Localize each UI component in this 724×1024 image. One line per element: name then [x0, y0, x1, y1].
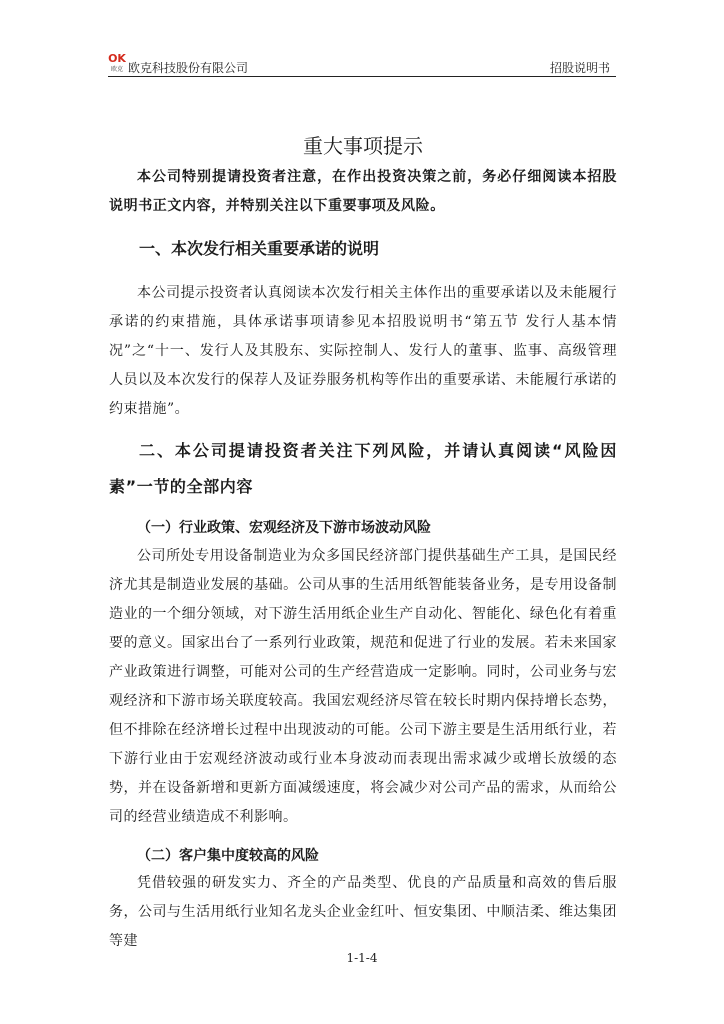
section2-heading: 二、本公司提请投资者关注下列风险，并请认真阅读“风险因素”一节的全部内容 — [109, 441, 617, 496]
intro-notice: 本公司特别提请投资者注意，在作出投资决策之前，务必仔细阅读本招股说明书正文内容，并特别关注以下重要事项及风险。 — [109, 169, 617, 214]
svg-text:OK: OK — [108, 52, 126, 65]
svg-text:欧克: 欧克 — [110, 66, 124, 72]
company-logo-icon — [108, 50, 126, 72]
section1-paragraph: 本公司提示投资者认真阅读本次发行相关主体作出的重要承诺以及未能履行承诺的约束措施，具体承诺事项请参见本招股说明书“第五节 发行人基本情况”之“十一、发行人及其股东、实际控制人、发行人的董事、监事、高级管理人员以及本次发行的保荐人及证券服务机构等作出的重要承诺、未能履行承诺的约束措施”。 — [109, 285, 617, 417]
risk2-paragraph: 凭借较强的研发实力、齐全的产品类型、优良的产品质量和高效的售后服务，公司与生活用纸行业知名龙头企业金红叶、恒安集团、中顺洁柔、维达集团等建 — [109, 875, 617, 949]
company-name: 欧克科技股份有限公司 — [128, 61, 249, 75]
page-header — [108, 48, 616, 77]
document-type: 招股说明书 — [549, 61, 610, 75]
risk1-heading: （一）行业政策、宏观经济及下游市场波动风险 — [137, 520, 431, 536]
page-title: 重大事项提示 — [303, 134, 423, 159]
risk2-heading: （二）客户集中度较高的风险 — [137, 848, 319, 864]
risk1-paragraph: 公司所处专用设备制造业为众多国民经济部门提供基础生产工具，是国民经济尤其是制造业发展的基础。公司从事的生活用纸智能装备业务，是专用设备制造业的一个细分领域，对下游生活用纸企业生产自动化、智能化、绿色化有着重要的意义。国家出台了一系列行业政策，规范和促进了行业的发展。若未来国家产业政策进行调整，可能对公司的生产经营造成一定影响。同时，公司业务与宏观经济和下游市场关联度较高。我国宏观经济尽管在较长时期内保持增长态势，但不排除在经济增长过程中出现波动的可能。公司下游主要是生活用纸行业，若下游行业由于宏观经济波动或行业本身波动而表现出需求减少或增长放缓的态势，并在设备新增和更新方面减缓速度，将会减少对公司产品的需求，从而给公司的经营业绩造成不利影响。 — [109, 548, 617, 825]
page-number: 1-1-4 — [346, 951, 378, 965]
section1-heading: 一、本次发行相关重要承诺的说明 — [139, 239, 380, 258]
